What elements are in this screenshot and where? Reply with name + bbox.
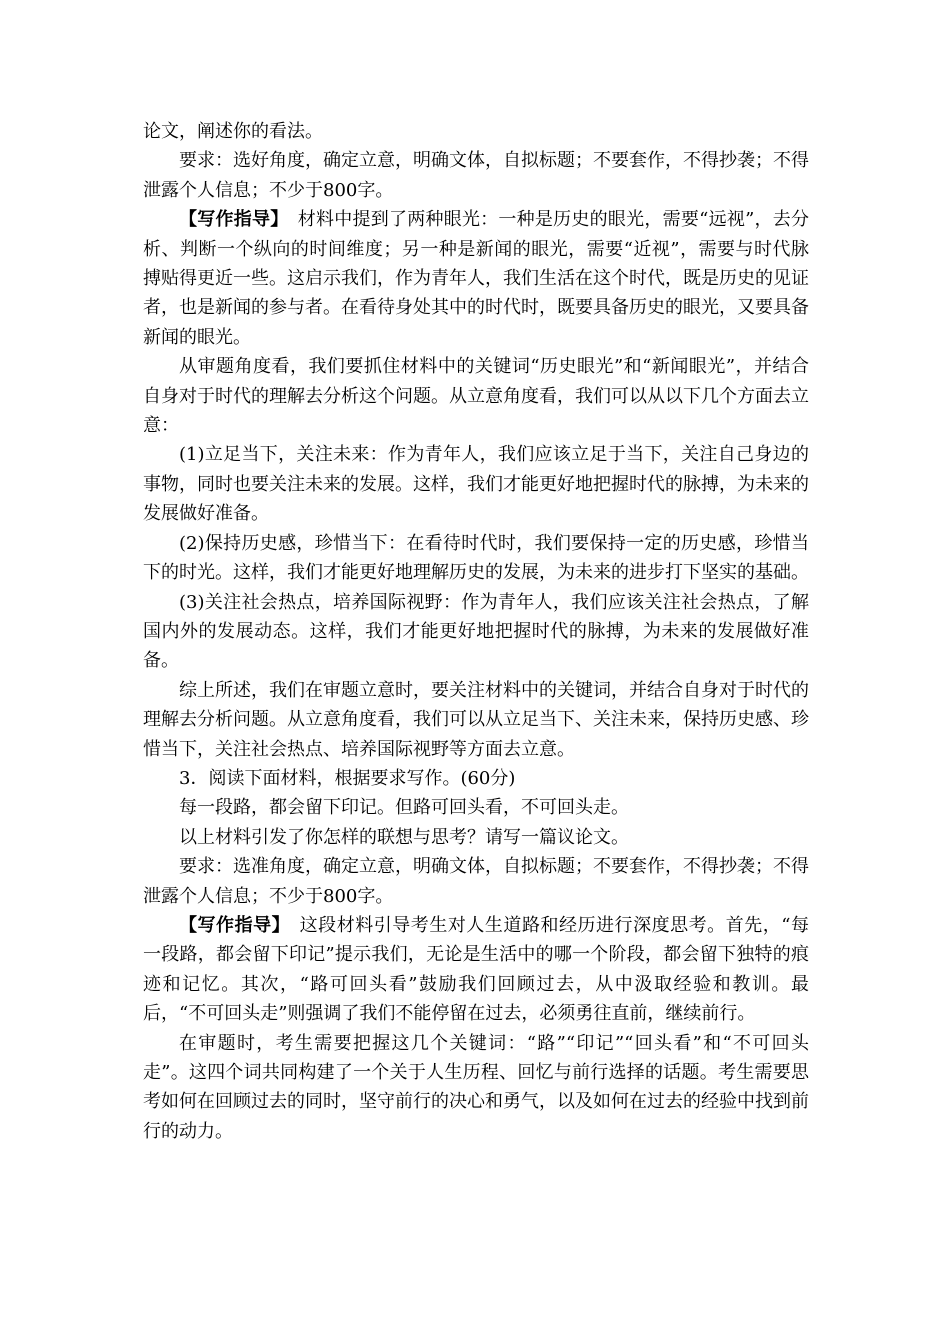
paragraph-4 bbox=[143, 352, 809, 440]
paragraph-10-material-quote bbox=[143, 793, 809, 822]
paragraph-2-requirements bbox=[143, 146, 809, 205]
paragraph-text: 论文，阐述你的看法。 bbox=[143, 121, 323, 142]
paragraph-text: 这段材料引导考生对人生道路和经历进行深度思考。首先，“每一段路，都会留下印记”提示我们，无论是生活中的哪一个阶段，都会留下独特的痕迹和记忆。其次，“路可回头看”鼓励我们回顾过去，从中汲取经验和教训。最后，“不可回头走”则强调了我们不能停留在过去，必须勇往直前，继续前行。 bbox=[143, 914, 809, 1025]
paragraph-14 bbox=[143, 1029, 809, 1147]
paragraph-12-requirements bbox=[143, 852, 809, 911]
document-body bbox=[143, 117, 809, 1146]
paragraph-text: 要求：选好角度，确定立意，明确文体，自拟标题；不要套作，不得抄袭；不得泄露个人信息；不少于800字。 bbox=[143, 150, 809, 201]
paragraph-text: 每一段路，都会留下印记。但路可回头看，不可回头走。 bbox=[179, 797, 629, 819]
paragraph-3-writing-guide bbox=[143, 205, 809, 352]
paragraph-5-point-1 bbox=[143, 440, 809, 528]
paragraph-1 bbox=[143, 117, 809, 146]
paragraph-text: 综上所述，我们在审题立意时，要关注材料中的关键词，并结合自身对于时代的理解去分析问题。从立意角度看，我们可以从立足当下、关注未来，保持历史感、珍惜当下，关注社会热点、培养国际视野等方面去立意。 bbox=[143, 679, 809, 760]
paragraph-text: 以上材料引发了你怎样的联想与思考？请写一篇议论文。 bbox=[179, 826, 629, 848]
paragraph-text: 3．阅读下面材料，根据要求写作。(60分) bbox=[179, 767, 516, 789]
paragraph-text: 材料中提到了两种眼光：一种是历史的眼光，需要“远视”，去分析、判断一个纵向的时间维度；另一种是新闻的眼光，需要“近视”，需要与时代脉搏贴得更近一些。这启示我们，作为青年人，我们生活在这个时代，既是历史的见证者，也是新闻的参与者。在看待身处其中的时代时，既要具备历史的眼光，又要具备新闻的眼光。 bbox=[143, 209, 810, 348]
writing-guide-label: 【写作指导】 bbox=[179, 209, 280, 231]
paragraph-text: 要求：选准角度，确定立意，明确文体，自拟标题；不要套作，不得抄袭；不得泄露个人信息；不少于800字。 bbox=[143, 856, 809, 907]
paragraph-text: 从审题角度看，我们要抓住材料中的关键词“历史眼光”和“新闻眼光”，并结合自身对于时代的理解去分析这个问题。从立意角度看，我们可以从以下几个方面去立意： bbox=[143, 356, 809, 437]
paragraph-8-summary bbox=[143, 676, 809, 764]
paragraph-11-prompt bbox=[143, 823, 809, 852]
paragraph-text: (2)保持历史感，珍惜当下：在看待时代时，我们要保持一定的历史感，珍惜当下的时光。这样，我们才能更好地理解历史的发展，为未来的进步打下坚实的基础。 bbox=[143, 532, 809, 584]
paragraph-6-point-2 bbox=[143, 529, 809, 588]
paragraph-7-point-3 bbox=[143, 588, 809, 676]
paragraph-13-writing-guide bbox=[143, 911, 809, 1029]
paragraph-text: 在审题时，考生需要把握这几个关键词：“路”“印记”“回头看”和“不可回头走”。这四个词共同构建了一个关于人生历程、回忆与前行选择的话题。考生需要思考如何在回顾过去的同时，坚守前行的决心和勇气，以及如何在过去的经验中找到前行的动力。 bbox=[143, 1032, 809, 1142]
paragraph-text: (1)立足当下，关注未来：作为青年人，我们应该立足于当下，关注自己身边的事物，同时也要关注未来的发展。这样，我们才能更好地把握时代的脉搏，为未来的发展做好准备。 bbox=[143, 444, 809, 525]
paragraph-text: (3)关注社会热点，培养国际视野：作为青年人，我们应该关注社会热点，了解国内外的发展动态。这样，我们才能更好地把握时代的脉搏，为未来的发展做好准备。 bbox=[143, 591, 809, 672]
paragraph-9-question-3 bbox=[143, 764, 809, 793]
writing-guide-label: 【写作指导】 bbox=[179, 914, 282, 936]
